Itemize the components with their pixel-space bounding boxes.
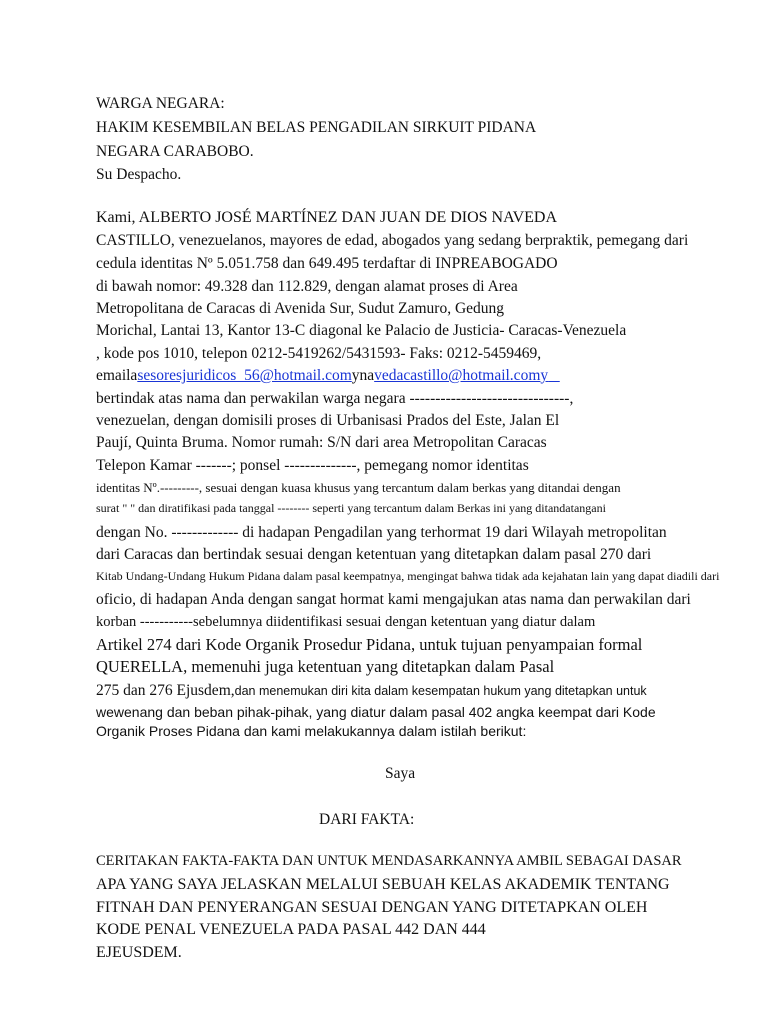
email-joiner: yna — [351, 367, 375, 384]
facts-line: EJEUSDEM. — [96, 944, 182, 961]
court-title: HAKIM KESEMBILAN BELAS PENGADILAN SIRKUIT PIDANA — [96, 119, 537, 136]
facts-line: FITNAH DAN PENYERANGAN SESUAI DENGAN YANG DITETAPKAN OLEH — [96, 899, 648, 916]
email-suffix: y — [540, 367, 549, 384]
body-line: Kami, ALBERTO JOSÉ MARTÍNEZ DAN JUAN DE DIOS NAVEDA — [96, 209, 558, 226]
body-line: oficio, di hadapan Anda dengan sangat hormat kami mengajukan atas nama dan perwakilan dari — [96, 591, 691, 608]
email-prefix: emaila — [96, 367, 138, 384]
addressee-line: WARGA NEGARA: — [96, 95, 225, 112]
section-heading: DARI FAKTA: — [319, 811, 415, 828]
facts-line: CERITAKAN FAKTA-FAKTA DAN UNTUK MENDASARKANNYA AMBIL SEBAGAI DASAR — [96, 853, 682, 869]
body-line: dari Caracas dan bertindak sesuai dengan ketentuan yang ditetapkan dalam pasal 270 dari — [96, 546, 652, 563]
body-line: CASTILLO, venezuelanos, mayores de edad, abogados yang sedang berpraktik, pemegang dari — [96, 232, 689, 249]
body-line: cedula identitas Nº 5.051.758 dan 649.495 terdaftar di INPREABOGADO — [96, 255, 558, 272]
body-line: , kode pos 1010, telepon 0212-5419262/5431593- Faks: 0212-5459469, — [96, 345, 542, 362]
facts-line: KODE PENAL VENEZUELA PADA PASAL 442 DAN 444 — [96, 921, 486, 938]
body-line: Metropolitana de Caracas di Avenida Sur, Sudut Zamuro, Gedung — [96, 300, 505, 317]
pronoun-line: Saya — [385, 765, 416, 782]
body-line: bertindak atas nama dan perwakilan warga negara -------------------------------, — [96, 390, 574, 407]
body-line: Morichal, Lantai 13, Kantor 13-C diagonal ke Palacio de Justicia- Caracas-Venezuela — [96, 322, 627, 339]
articles-ref: 275 dan 276 Ejusdem, — [96, 682, 235, 699]
facts-line: APA YANG SAYA JELASKAN MELALUI SEBUAH KELAS AKADEMIK TENTANG — [96, 876, 670, 893]
body-line: di bawah nomor: 49.328 dan 112.829, dengan alamat proses di Area — [96, 278, 518, 295]
court-state: NEGARA CARABOBO. — [96, 143, 254, 160]
body-line: Kitab Undang-Undang Hukum Pidana dalam pasal keempatnya, mengingat bahwa tidak ada kejahatan lain yang dapat diadili dari — [96, 569, 720, 583]
body-line: venezuelan, dengan domisili proses di Urbanisasi Prados del Este, Jalan El — [96, 412, 560, 429]
body-text-sans: dan menemukan diri kita dalam kesempatan hukum yang ditetapkan untuk — [234, 684, 647, 698]
salutation: Su Despacho. — [96, 166, 182, 183]
email-link-1[interactable]: sesoresjuridicos_56@hotmail.com — [137, 367, 352, 384]
email-line — [96, 366, 560, 386]
body-line: QUERELLA, memenuhi juga ketentuan yang ditetapkan dalam Pasal — [96, 657, 555, 676]
body-line: wewenang dan beban pihak-pihak, yang diatur dalam pasal 402 angka keempat dari Kode — [96, 704, 656, 720]
body-line: korban -----------sebelumnya diidentifikasi sesuai dengan ketentuan yang diatur dalam — [96, 614, 596, 630]
body-line-mixed — [96, 681, 647, 701]
body-line: dengan No. ------------- di hadapan Pengadilan yang terhormat 19 dari Wilayah metropolitan — [96, 524, 667, 541]
email-link-2[interactable]: vedacastillo@hotmail.com — [374, 367, 541, 384]
body-line: surat " " dan diratifikasi pada tanggal -------- seperti yang tercantum dalam Berkas ini yang ditandatangani — [96, 501, 606, 515]
body-line: Telepon Kamar -------; ponsel --------------, pemegang nomor identitas — [96, 457, 529, 474]
body-line: Artikel 274 dari Kode Organik Prosedur Pidana, untuk tujuan penyampaian formal — [96, 635, 643, 654]
body-line: Paují, Quinta Bruma. Nomor rumah: S/N dari area Metropolitan Caracas — [96, 434, 547, 451]
body-line: Organik Proses Pidana dan kami melakukannya dalam istilah berikut: — [96, 723, 527, 739]
body-line: identitas Nº.---------, sesuai dengan kuasa khusus yang tercantum dalam berkas yang ditandai dengan — [96, 480, 621, 495]
email-underline-tail — [548, 367, 560, 384]
